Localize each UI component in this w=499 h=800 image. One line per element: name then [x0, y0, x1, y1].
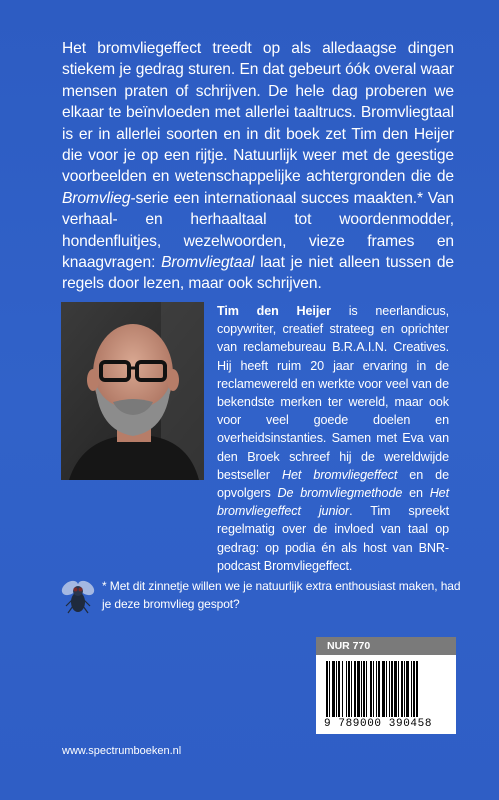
bio-part-4: . Tim spreekt regelmatig over de invloed van taal op gedrag: op podia én als host van BNR-podcast Bromvliegeffect.: [217, 504, 449, 573]
bio-book-2: De bromvliegmethode: [277, 486, 403, 501]
bio-part-2: en de opvolgers: [217, 467, 449, 501]
author-bio-top: [217, 302, 449, 575]
bio-part-3: en: [402, 486, 430, 501]
series-name: Bromvlieg: [62, 189, 131, 207]
barcode-box: [316, 637, 456, 734]
bio-book-3: Het bromvliegeffect junior: [217, 486, 449, 519]
blurb-part-3: laat je niet alleen tussen de regels door lezen, maar ook schrijven.: [62, 254, 454, 293]
isbn-digits: 9 789000 390458: [324, 718, 433, 730]
author-name: Tim den Heijer: [217, 304, 331, 318]
bio-book-1: Het bromvliegeffect: [281, 467, 398, 482]
bio-part-1: is neerlandicus, copywriter, creatief strateeg en oprichter van reclamebureau B.R.A.I.N. Creatives. Hij heeft ruim 20 jaar ervaring in de reclamewereld en werkte voor veel van de bekendste merken ter wereld, maar ook voor veel goede doelen en overheidsinstanties. Samen met Eva van den Broek schreef hij de wereldwijde bestseller: [217, 304, 449, 482]
author-photo: [61, 302, 204, 480]
blurb-part-2: -serie een internationaal succes maakten.* Van verhaal- en herhaaltaal tot woordenmodder, hondenfluitjes, wezelwoorden, vieze frames en knaagvragen:: [62, 189, 454, 272]
footnote: * Met dit zinnetje willen we je natuurlijk extra enthousiast maken, had je deze bromvlieg gespot?: [102, 579, 461, 611]
book-title: Bromvliegtaal: [161, 254, 255, 272]
blurb-part-1: Het bromvliegeffect treedt op als alledaagse dingen stiekem je gedrag sturen. En dat gebeurt óók overal waar mensen praten of schrijven. De hele dag proberen we elkaar te beïnvloeden met allerlei taaltrucs. Bromvliegtaal is er in allerlei soorten en in dit boek zet Tim den Heijer die voor je op een rijtje. Natuurlijk weer met de geestige voorbeelden en wetenschappelijke achtergronden die de: [62, 40, 454, 186]
nur-label: NUR 770: [316, 637, 456, 655]
isbn-barcode: [326, 661, 450, 717]
website-url: www.spectrumboeken.nl: [62, 745, 182, 757]
fly-icon: [60, 576, 96, 616]
author-portrait-illustration: [61, 302, 204, 480]
blurb-text: [62, 38, 454, 295]
